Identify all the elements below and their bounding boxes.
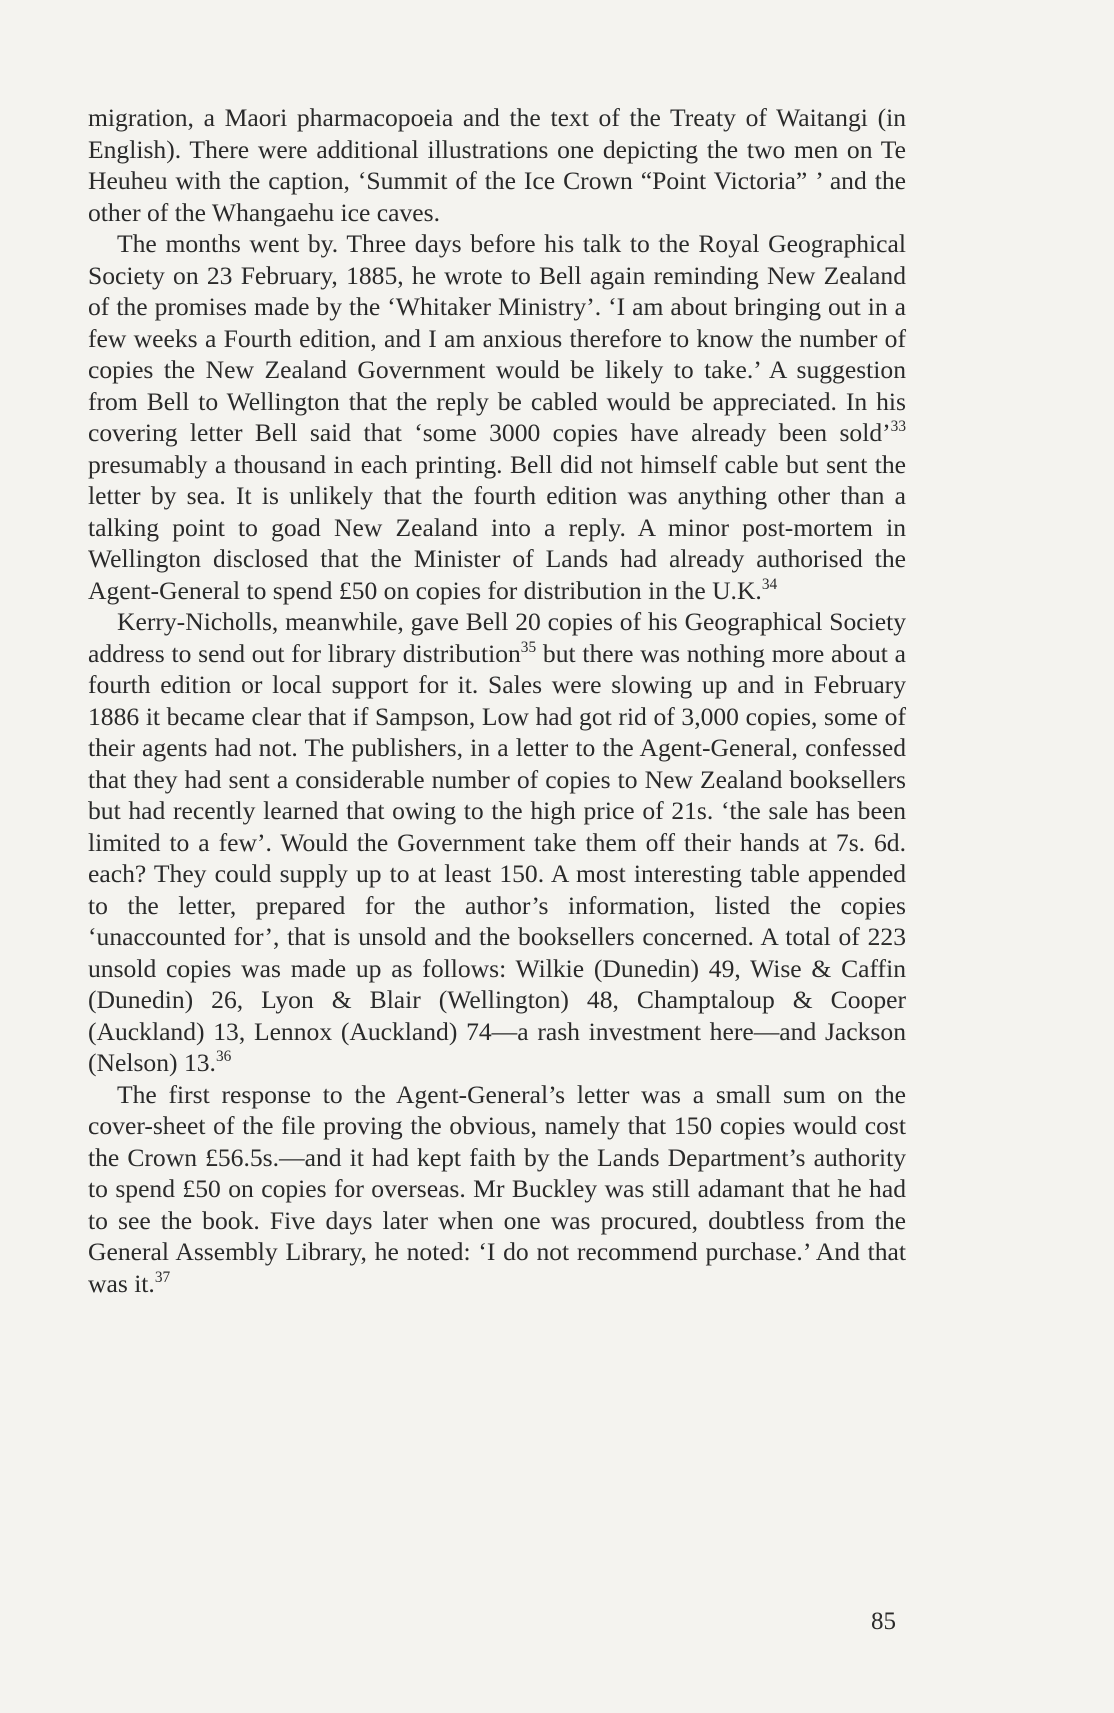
page-number: 85 [871, 1608, 896, 1635]
page-body [88, 102, 906, 1299]
paragraph-1-text: migration, a Maori pharmacopoeia and the text of the Treaty of Waitangi (in English). There were additional illustrations one depicting the two men on Te Heuheu with the caption, ‘Summit of the Ice Crown “Point Victoria” ’ and the other of the Whangaehu ice caves. [88, 103, 906, 227]
paragraph-2-text-a: The months went by. Three days before his talk to the Royal Geographical Society on 23 February, 1885, he wrote to Bell again reminding New Zealand of the promises made by the ‘Whitaker Ministry’. ‘I am about bringing out in a few weeks a Fourth edition, and I am anxious therefore to know the number of copies the New Zealand Government would be likely to take.’ A suggestion from Bell to Wellington that the reply be cabled would be appreciated. In his covering letter Bell said that ‘some 3000 copies have already been sold’ [88, 229, 906, 447]
footnote-ref-33: 33 [890, 418, 906, 436]
paragraph-1 [88, 102, 906, 228]
paragraph-3 [88, 606, 906, 1079]
paragraph-3-text-b: but there was nothing more about a fourth edition or local support for it. Sales were slowing up and in February 1886 it became clear that if Sampson, Low had got rid of 3,000 copies, some of their agents had not. The publishers, in a letter to the Agent-General, confessed that they had sent a considerable number of copies to New Zealand booksellers but had recently learned that owing to the high price of 21s. ‘the sale has been limited to a few’. Would the Government take them off their hands at 7s. 6d. each? They could supply up to at least 150. A most interesting table appended to the letter, prepared for the author’s information, listed the copies ‘unaccounted for’, that is unsold and the booksellers concerned. A total of 223 unsold copies was made up as follows: Wilkie (Dunedin) 49, Wise & Caffin (Dunedin) 26, Lyon & Blair (Wellington) 48, Champtaloup & Cooper (Auckland) 13, Lennox (Auckland) 74—a rash investment here—and Jackson (Nelson) 13. [88, 638, 906, 1077]
footnote-ref-37: 37 [154, 1268, 171, 1286]
paragraph-2-text-b: presumably a thousand in each printing. Bell did not himself cable but sent the letter by sea. It is unlikely that the fourth edition was anything other than a talking point to goad New Zealand into a reply. A minor post-mortem in Wellington disclosed that the Minister of Lands had already authorised the Agent-General to spend £50 on copies for distribution in the U.K. [88, 449, 906, 605]
paragraph-2 [88, 228, 906, 606]
footnote-ref-36: 36 [215, 1048, 232, 1066]
paragraph-3-text-a: Kerry-Nicholls, meanwhile, gave Bell 20 copies of his Geographical Society address to send out for library distribution [88, 607, 906, 668]
paragraph-4 [88, 1079, 906, 1300]
footnote-ref-34: 34 [761, 575, 778, 593]
paragraph-4-text: The first response to the Agent-General’s letter was a small sum on the cover-sheet of the file proving the obvious, namely that 150 copies would cost the Crown £56.5s.—and it had kept faith by the Lands Department’s authority to spend £50 on copies for overseas. Mr Buckley was still adamant that he had to see the book. Five days later when one was procured, doubtless from the General Assembly Library, he noted: ‘I do not recommend purchase.’ And that was it. [88, 1079, 906, 1298]
footnote-ref-35: 35 [520, 638, 537, 656]
